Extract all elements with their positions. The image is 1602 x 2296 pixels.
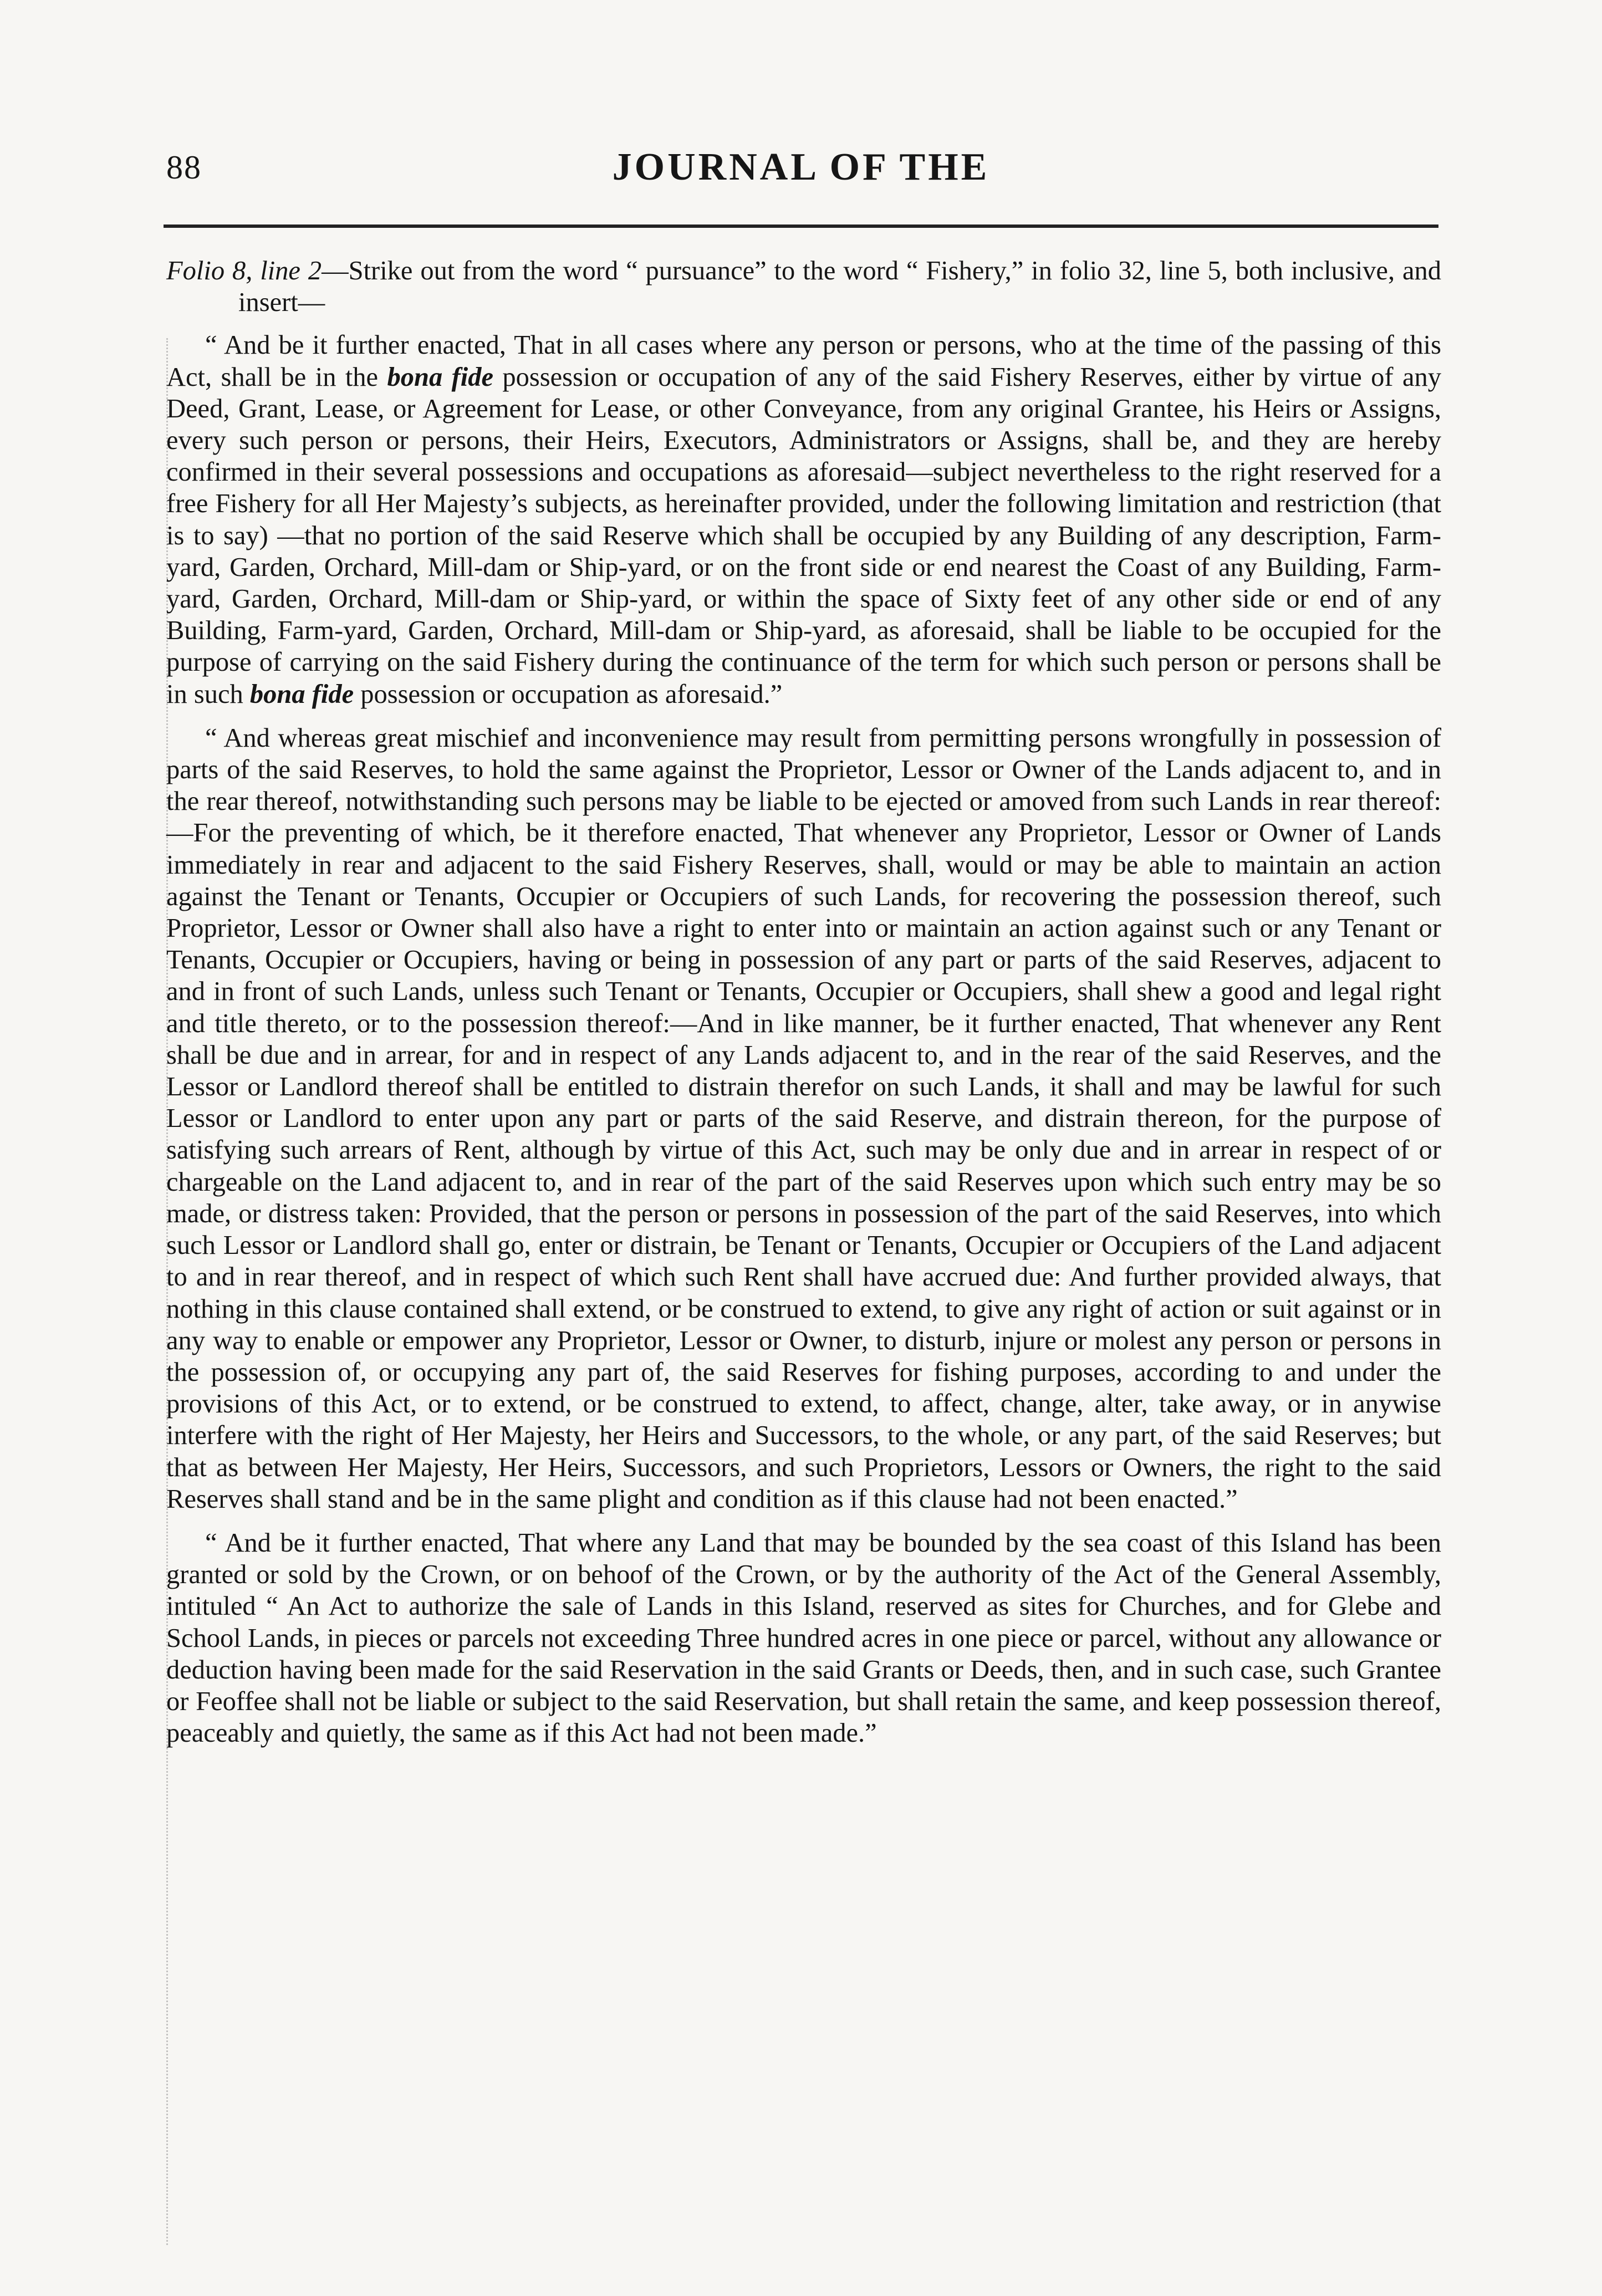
clause-confirmation-of-possessions bbox=[166, 329, 1441, 710]
bona-fide-term-2: bona fide bbox=[249, 679, 354, 709]
clause1-part1: “ And be it further enacted, That in all cases where any person or persons, who at the time of the passing of this Act, shall be in the bbox=[166, 330, 1441, 392]
clause1-part3: possession or occupation as aforesaid.” bbox=[354, 679, 783, 709]
running-head: JOURNAL OF THE bbox=[612, 146, 990, 188]
folio-instruction bbox=[166, 255, 1441, 318]
bona-fide-term-1: bona fide bbox=[387, 362, 494, 392]
clause1-part2: possession or occupation of any of the said Fishery Reserves, either by virtue of any Deed, Grant, Lease, or Agreement for Lease, or other Conveyance, from any original Grantee, his Heirs or Assigns, every such person or persons, their Heirs, Executors, Administrators or Assigns, shall be, and they are hereby confirmed in their several possessions and occupations as aforesaid—subject nevertheless to the right reserved for a free Fishery for all Her Majesty’s subjects, as hereinafter provided, under the following limitation and restriction (that is to say) —that no portion of the said Reserve which shall be occupied by any Building of any description, Farm-yard, Garden, Orchard, Mill-dam or Ship-yard, or on the front side or end nearest the Coast of any Building, Farm-yard, Garden, Orchard, Mill-dam or Ship-yard, or within the space of Sixty feet of any other side or end of any Building, Farm-yard, Garden, Orchard, Mill-dam or Ship-yard, as aforesaid, shall be liable to be occupied for the purpose of carrying on the said Fishery during the continuance of the term for which such person or persons shall be in such bbox=[166, 362, 1441, 709]
page-number: 88 bbox=[166, 149, 202, 186]
instruction-text: —Strike out from the word “ pursuance” to the word “ Fishery,” in folio 32, line 5, both inclusive, and insert— bbox=[238, 256, 1441, 318]
clause-crown-grants: “ And be it further enacted, That where any Land that may be bounded by the sea coast of this Island has been granted or sold by the Crown, or on behoof of the Crown, or by the authority of the Act of the General Assembly, intituled “ An Act to authorize the sale of Lands in this Island, reserved as sites for Churches, and for Glebe and School Lands, in pieces or parcels not exceeding Three hundred acres in one piece or parcel, without any allowance or deduction having been made for the said Reservation in the said Grants or Deeds, then, and in such case, such Grantee or Feoffee shall not be liable or subject to the said Reservation, but shall retain the same, and keep possession thereof, peaceably and quietly, the same as if this Act had not been made.” bbox=[166, 1528, 1441, 1748]
clause-actions-and-distress: “ And whereas great mischief and inconvenience may result from permitting persons wrongfully in possession of parts of the said Reserves, to hold the same against the Proprietor, Lessor or Owner of the Lands adjacent to, and in the rear thereof, notwithstanding such persons may be liable to be ejected or amoved from such Lands in rear thereof:—For the preventing of which, be it therefore enacted, That whenever any Proprietor, Lessor or Owner of Lands immediately in rear and adjacent to the said Fishery Reserves, shall, would or may be able to maintain an action against the Tenant or Tenants, Occupier or Occupiers of such Lands, for recovering the possession thereof, such Proprietor, Lessor or Owner shall also have a right to enter into or maintain an action against such or any Tenant or Tenants, Occupier or Occupiers, having or being in possession of any part or parts of the said Reserves, adjacent to and in front of such Lands, unless such Tenant or Tenants, Occupier or Occupiers, shall shew a good and legal right and title thereto, or to the possession thereof:—And in like manner, be it further enacted, That whenever any Rent shall be due and in arrear, for and in respect of any Lands adjacent to, and in the rear of the said Reserves, and the Lessor or Landlord thereof shall be entitled to distrain therefor on such Lands, it shall and may be lawful for such Lessor or Landlord to enter upon any part or parts of the said Reserve, and distrain thereon, for the purpose of satisfying such arrears of Rent, although by virtue of this Act, such may be only due and in arrear in respect of or chargeable on the Land adjacent to, and in rear of the part of the said Reserves upon which such entry may be so made, or distress taken: Provided, that the person or persons in possession of the part of the said Reserves, into which such Lessor or Landlord shall go, enter or distrain, be Tenant or Tenants, Occupier or Occupiers of the Land adjacent to and in rear thereof, and in respect of which such Rent shall have accrued due: And further provided always, that nothing in this clause contained shall extend, or be construed to extend, to give any right of action or suit against or in any way to enable or empower any Proprietor, Lessor or Owner, to disturb, injure or molest any person or persons in the possession of, or occupying any part of, the said Reserves for fishing purposes, according to and under the provisions of this Act, or to extend, or be construed to extend, to affect, change, alter, take away, or in anywise interfere with the right of Her Majesty, her Heirs and Successors, to the whole, or any part, of the said Reserves; but that as between Her Majesty, Her Heirs, Successors, and such Proprietors, Lessors or Owners, the right to the said Reserves shall stand and be in the same plight and condition as if this clause had not been enacted.” bbox=[166, 723, 1441, 1514]
header-rule bbox=[164, 225, 1438, 228]
document-body bbox=[166, 255, 1441, 1761]
folio-reference: Folio 8, line 2 bbox=[166, 256, 322, 285]
